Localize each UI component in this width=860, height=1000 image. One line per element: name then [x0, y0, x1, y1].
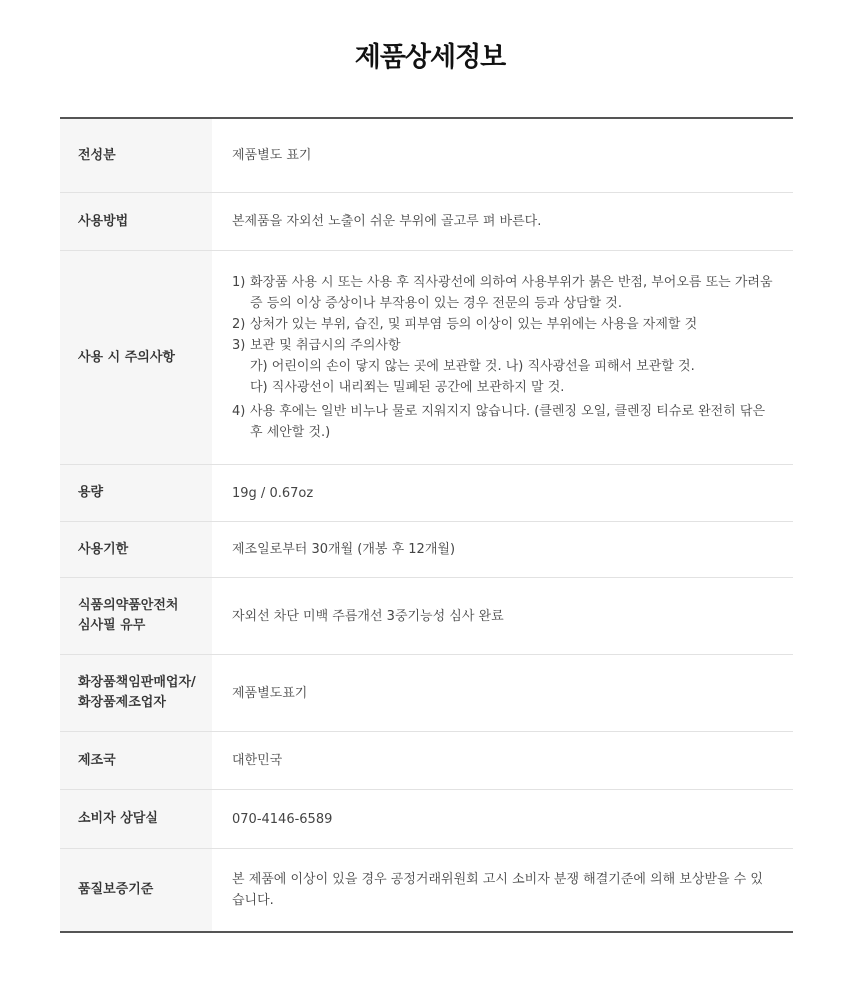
table-row-usage: [60, 193, 793, 251]
table-row-volume: [60, 465, 793, 522]
caution-item: [232, 272, 773, 314]
country-value: 대한민국: [212, 732, 793, 790]
caution-item-number: 4): [232, 404, 246, 419]
mfds-label: [60, 578, 212, 655]
consumer-label: 소비자 상담실: [60, 790, 212, 849]
table-row-seller: [60, 655, 793, 732]
caution-list: [232, 272, 773, 443]
caution-item: [232, 314, 773, 335]
table-row-caution: [60, 251, 793, 465]
caution-item: [232, 335, 773, 356]
caution-item-number: 3): [232, 338, 246, 353]
caution-subitem-text: 다) 직사광선이 내리쬐는 밀폐된 공간에 보관하지 말 것.: [250, 380, 565, 395]
seller-value: 제품별도표기: [212, 655, 793, 732]
table-row-consumer-center: [60, 790, 793, 849]
caution-subitem: [232, 377, 773, 398]
seller-label-line2: 화장품제조업자: [78, 695, 166, 710]
usage-value: 본제품을 자외선 노출이 쉬운 부위에 골고루 펴 바른다.: [212, 193, 793, 251]
caution-subitem-text: 가) 어린이의 손이 닿지 않는 곳에 보관할 것. 나) 직사광선을 피해서 보관할 것.: [250, 359, 695, 374]
table-row-country: [60, 732, 793, 790]
mfds-value: 자외선 차단 미백 주름개선 3중기능성 심사 완료: [212, 578, 793, 655]
seller-label-line1: 화장품책임판매업자/: [78, 675, 196, 690]
product-info-table: [60, 117, 793, 933]
ingredients-value: 제품별도 표기: [212, 118, 793, 193]
caution-item: [232, 401, 773, 443]
page-title: 제품상세정보: [354, 42, 506, 73]
country-label: 제조국: [60, 732, 212, 790]
table-row-quality: [60, 849, 793, 933]
mfds-label-line2: 심사필 유무: [78, 618, 146, 633]
caution-label: 사용 시 주의사항: [60, 251, 212, 465]
caution-subitem: [232, 356, 773, 377]
table-row-mfds-review: [60, 578, 793, 655]
mfds-label-line1: 식품의약품안전처: [78, 598, 179, 613]
caution-item-number: 1): [232, 275, 246, 290]
caution-item-text: 화장품 사용 시 또는 사용 후 직사광선에 의하여 사용부위가 붉은 반점, 부어오름 또는 가려움증 등의 이상 증상이나 부작용이 있는 경우 전문의 등과 상담할 것.: [250, 275, 773, 311]
quality-label: 품질보증기준: [60, 849, 212, 933]
table-row-expiry: [60, 522, 793, 578]
volume-value: 19g / 0.67oz: [212, 465, 793, 522]
caution-item-text: 보관 및 취급시의 주의사항: [250, 338, 401, 353]
caution-item-number: 2): [232, 317, 246, 332]
expiry-label: 사용기한: [60, 522, 212, 578]
consumer-phone: 070-4146-6589: [212, 790, 793, 849]
table-row-ingredients: [60, 118, 793, 193]
caution-value: [212, 251, 793, 465]
seller-label: [60, 655, 212, 732]
expiry-value: 제조일로부터 30개월 (개봉 후 12개월): [212, 522, 793, 578]
usage-label: 사용방법: [60, 193, 212, 251]
caution-item-text: 사용 후에는 일반 비누나 물로 지워지지 않습니다. (클렌징 오일, 클렌징 티슈로 완전히 닦은후 세안할 것.): [250, 404, 766, 440]
quality-value: 본 제품에 이상이 있을 경우 공정거래위원회 고시 소비자 분쟁 해결기준에 의해 보상받을 수 있습니다.: [232, 872, 763, 908]
caution-item-text: 상처가 있는 부위, 습진, 및 피부염 등의 이상이 있는 부위에는 사용을 자제할 것: [250, 317, 698, 332]
volume-label: 용량: [60, 465, 212, 522]
ingredients-label: 전성분: [60, 118, 212, 193]
